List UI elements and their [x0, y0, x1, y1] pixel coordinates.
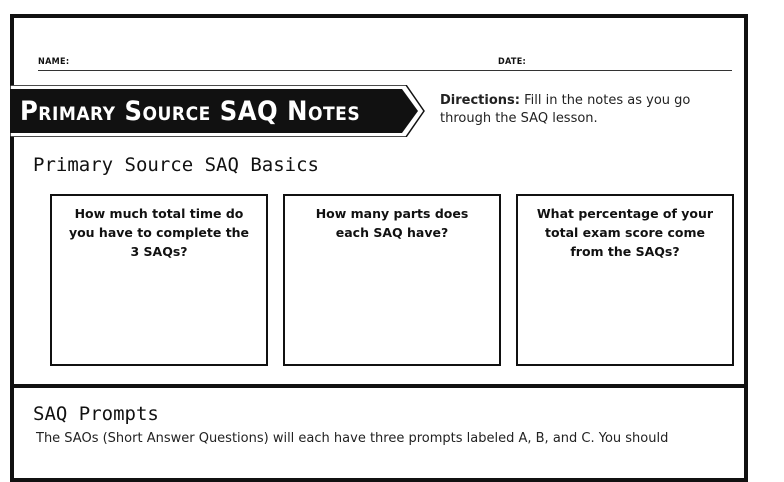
directions-text: Fill in the notes as you go through the SAQ lesson.: [440, 93, 691, 126]
prompts-heading: SAQ Prompts: [33, 403, 159, 425]
name-label: NAME:: [38, 57, 70, 67]
worksheet-page: [10, 14, 748, 482]
name-date-row: [38, 56, 732, 71]
title-banner: [10, 85, 428, 137]
question-percentage: What percentage of your total exam score come from the SAQs?: [536, 206, 714, 259]
basics-section: [14, 18, 744, 388]
question-time: How much total time do you have to complete the 3 SAQs?: [68, 206, 250, 259]
question-parts: How many parts does each SAQ have?: [315, 206, 469, 240]
answer-box-parts[interactable]: [283, 194, 501, 366]
date-label: DATE:: [498, 57, 527, 67]
answer-box-time[interactable]: [50, 194, 268, 366]
directions: [440, 92, 740, 128]
prompts-text: The SAOs (Short Answer Questions) will each have three prompts labeled A, B, and C. You should: [36, 431, 669, 446]
page-title: Primary Source SAQ Notes: [20, 96, 361, 127]
answer-box-percentage[interactable]: [516, 194, 734, 366]
directions-label: Directions:: [440, 93, 520, 108]
basics-heading: Primary Source SAQ Basics: [33, 154, 319, 176]
